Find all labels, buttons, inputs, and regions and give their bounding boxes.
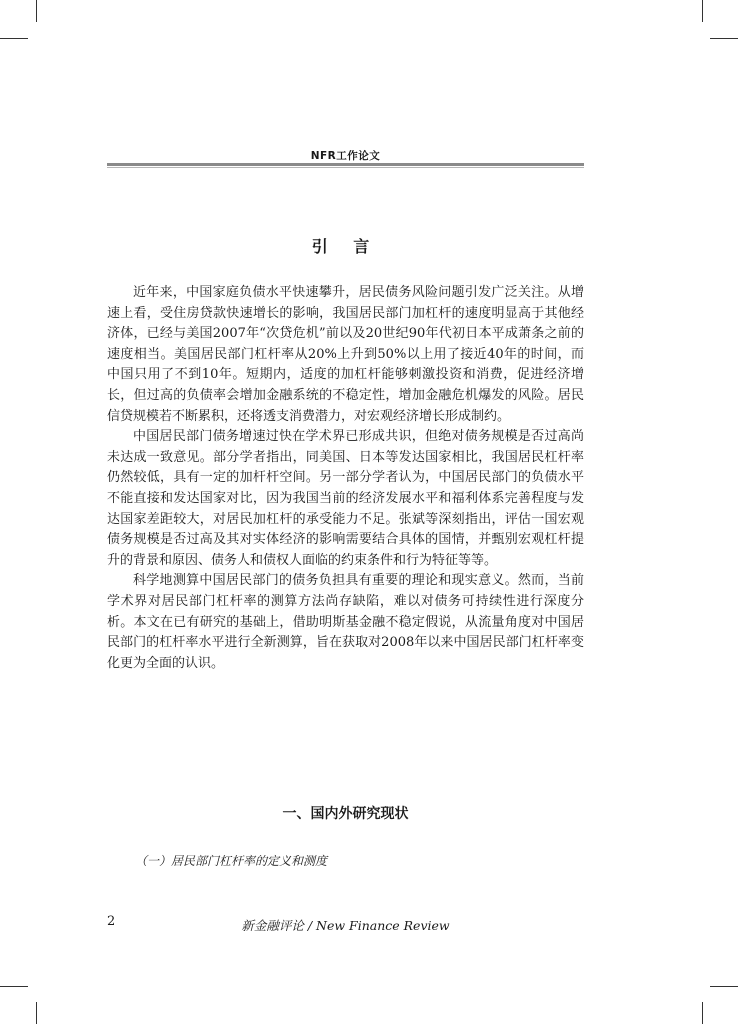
header-rule <box>107 167 584 168</box>
crop-mark <box>36 0 37 22</box>
crop-mark <box>710 986 738 987</box>
crop-mark <box>702 0 703 22</box>
paragraph: 科学地测算中国居民部门的债务负担具有重要的理论和现实意义。然而，当前学术界对居民部门杠杆率的测算方法尚存缺陷，难以对债务可持续性进行深度分析。本文在已有研究的基础上，借助明斯基金融不稳定假说，从流量角度对中国居民部门的杠杆率水平进行全新测算，旨在获取对2008年以来中国居民部门杠杆率变化更为全面的认识。 <box>107 573 584 671</box>
subsection-heading: （一）居民部门杠杆率的定义和测度 <box>135 854 328 868</box>
journal-name: 新金融评论 / New Finance Review <box>241 918 450 933</box>
page-number: 2 <box>107 914 116 929</box>
crop-mark <box>0 38 28 39</box>
paragraph: 中国居民部门债务增速过快在学术界已形成共识，但绝对债务规模是否过高尚未达成一致意见。部分学者指出，同美国、日本等发达国家相比，我国居民杠杆率仍然较低，具有一定的加杆杆空间。另一部分学者认为，中国居民部门的负债水平不能直接和发达国家对比，因为我国当前的经济发展水平和福利体系完善程度与发达国家差距较大，对居民加杠杆的承受能力不足。张斌等深刻指出，评估一国宏观债务规模是否过高及其对实体经济的影响需要结合具体的国情，并甄别宏观杠杆提升的背景和原因、债务人和债权人面临的约束条件和行为特征等等。 <box>107 429 584 568</box>
crop-mark <box>36 1002 37 1024</box>
crop-mark <box>702 1002 703 1024</box>
crop-mark <box>710 38 738 39</box>
body-text <box>107 283 584 674</box>
paragraph: 近年来，中国家庭负债水平快速攀升，居民债务风险问题引发广泛关注。从增速上看，受住房贷款快速增长的影响，我国居民部门加杠杆的速度明显高于其他经济体，已经与美国2007年“次贷危机”前以及20世纪90年代初日本平成萧条之前的速度相当。美国居民部门杠杆率从20%上升到50%以上用了接近40年的时间，而中国只用了不到10年。短期内，适度的加杠杆能够刺激投资和消费，促进经济增长，但过高的负债率会增加金融系统的不稳定性，增加金融危机爆发的风险。居民信贷规模若不断累积，还将透支消费潜力，对宏观经济增长形成制约。 <box>107 285 584 424</box>
section-heading: 一、国内外研究现状 <box>282 806 409 822</box>
header-rule <box>107 163 584 166</box>
crop-mark <box>0 986 28 987</box>
introduction-title: 引 言 <box>311 237 380 256</box>
running-head: NFR工作论文 <box>310 150 381 162</box>
